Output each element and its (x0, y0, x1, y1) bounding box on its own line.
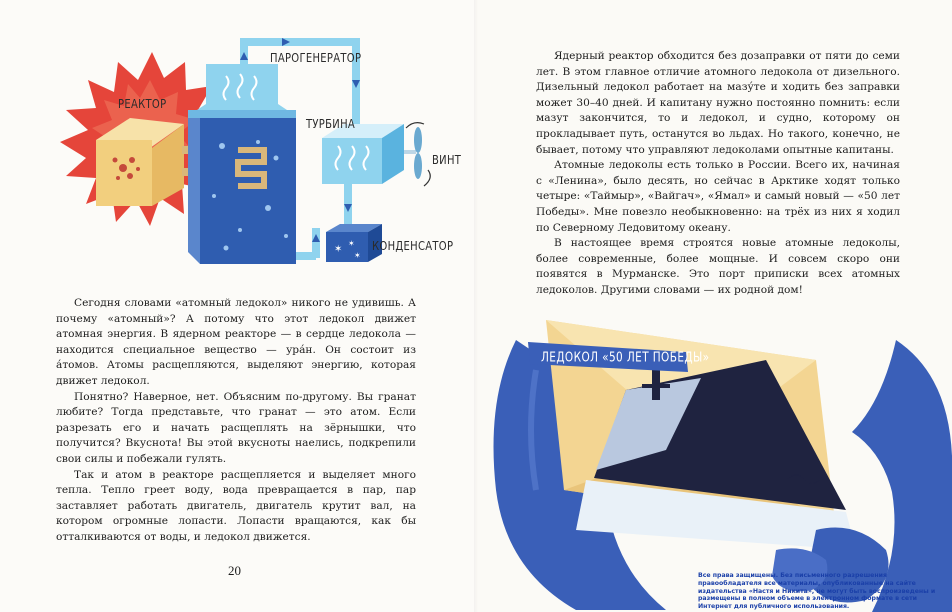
icebreaker-illustration (476, 300, 952, 612)
turbine-icon (322, 124, 404, 184)
paragraph: Так и атом в реакторе расщепляется и выделяет много тепла. Тепло греет воду, вода превращается в пар, пар заставляет работать двигатель, двигатель крутит вал, на котором огромные лопасти. Лопасти вращаются, как бы отталкиваются от воды, и ледокол движется. (56, 468, 416, 543)
diagram-label-propeller: ВИНТ (432, 154, 462, 168)
left-page-body-text (56, 296, 416, 546)
paragraph: Атомные ледоколы есть только в России. Всего их, начиная с «Ленина», было десять, но сейчас в Арктике ходят только четыре: «Таймыр», «Вайгач», «Ямал» и самый новый — «50 лет Победы». Мне повезло необыкновенно: на трёх из них я ходил по Северному Ледовитому океану. (536, 159, 900, 234)
diagram-label-steam-generator: ПАРОГЕНЕРАТОР (270, 52, 362, 66)
diagram-label-condenser: КОНДЕНСАТОР (372, 240, 454, 254)
right-page (476, 0, 952, 612)
right-page-body-text (536, 49, 900, 299)
diagram-label-turbine: ТУРБИНА (306, 118, 356, 132)
svg-text:✶: ✶ (354, 251, 361, 260)
diagram-label-reactor: РЕАКТОР (118, 98, 167, 112)
ship-label: ЛЕДОКОЛ «50 ЛЕТ ПОБЕДЫ» (541, 350, 710, 366)
propeller-icon (404, 123, 430, 186)
paragraph: Понятно? Наверное, нет. Объясним по-другому. Вы гранат любите? Тогда представьте, что гранат — это атом. Если разрезать его и начать расщеплять на зёрнышки, что получится? Вкуснота! Вы этой вкусноты наелись, подкрепили свои силы и побежали гулять. (56, 390, 416, 465)
svg-text:✶: ✶ (334, 244, 343, 255)
paragraph: Ядерный реактор обходится без дозаправки от пяти до семи лет. В этом главное отличие атомного ледокола от дизельного. Дизельный ледокол работает на мазу́те и ходить без заправки может 30–40 дней. И капитану нужно постоянно помнить: если мазут закончится, то и ледокол, и судно, которому он прокладывает путь, останутся во льдах. Но такого, конечно, не бывает, потому что управляют ледоколами опытные капитаны. (536, 50, 900, 156)
book-gutter (474, 0, 478, 612)
copyright-notice: Все права защищены. Без письменного разрешения правообладателя все материалы, опубликованные на сайте издательства «Настя и Никита», не могут быть воспроизведены и размещены в полном объеме в электронном формате в сети Интернет для публичного использования. (698, 572, 936, 611)
page-number: 20 (228, 563, 241, 578)
paragraph: Сегодня словами «атомный ледокол» никого не удивишь. А почему «атомный»? А потому что этот ледокол движет атомная энергия. В ядерном реакторе — в сердце ледокола — находится специальное вещество — ура́н. Он состоит из а́томов. Атомы расщепляются, выделяют энергию, которая движет ледокол. (56, 297, 416, 387)
svg-text:✶: ✶ (348, 239, 355, 248)
paragraph: В настоящее время строятся новые атомные ледоколы, более современные, более мощные. И совсем скоро они появятся в Мурманске. Это порт приписки всех атомных ледоколов. Другими словами — их родной дом! (536, 237, 900, 296)
